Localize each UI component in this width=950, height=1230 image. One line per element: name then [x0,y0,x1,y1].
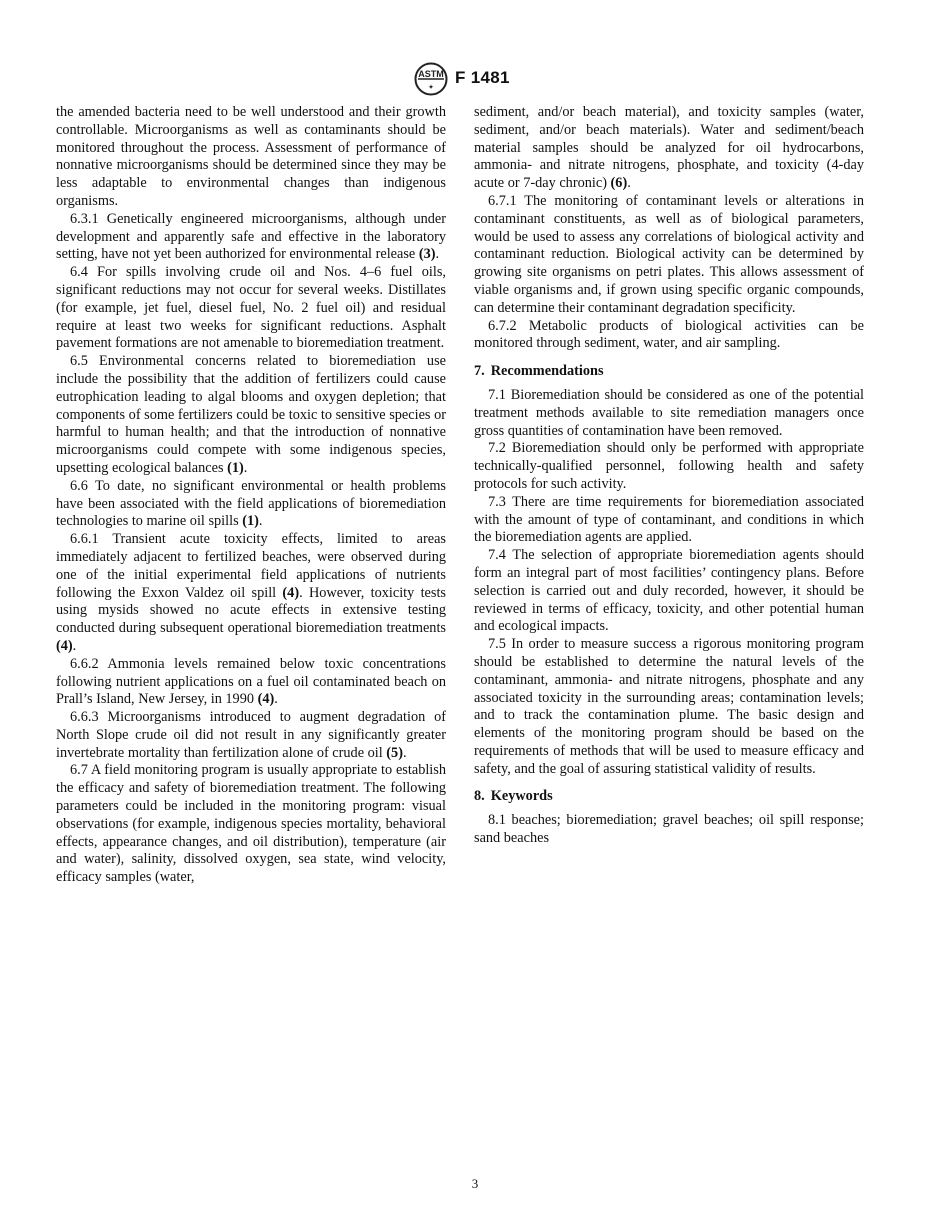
section-heading-h-8 [474,788,864,806]
right-column [474,104,864,848]
left-column [56,104,446,887]
paragraph-text: 7.4 The selection of appropriate bioremediation agents should form an integral part of most facilities’ contingency plans. Before selection is carried out and duly recorded, however, it should be reviewed in terms of efficacy, toxicity, and other potential human and ecological impacts. [474,547,864,635]
section-title: Recommendations [490,363,604,380]
section-heading-h-7 [474,363,864,381]
paragraph-p-6-7-2 [474,318,864,354]
standard-designation: F 1481 [455,68,510,87]
page-number: 3 [471,1176,479,1191]
paragraph-p-7-3 [474,494,864,547]
paragraph-p-6-7-1 [474,193,864,318]
paragraph-p-6-6-1 [56,531,446,656]
paragraph-p-6-3-1 [56,211,446,264]
paragraph-text: 7.3 There are time requirements for bioremediation associated with the amount of type of contaminant, and conditions in which the bioremediation agents are applied. [474,493,864,546]
paragraph-text: sediment, and/or beach material), and toxicity samples (water, sediment, and/or beach materials). Water and sediment/beach material samples should be analyzed for oil hydrocarbons, ammonia- and nitrate nitrogens, phosphate, and toxicity (4-day acute or 7-day chronic) [474,104,864,192]
paragraph-text: . [274,691,278,708]
paragraph-p-7-1 [474,387,864,440]
reference-citation: (5) [386,744,403,761]
reference-citation: (3) [418,246,436,263]
paragraph-p-6-4 [56,264,446,353]
paragraph-text: . However, toxicity tests using mysids showed no acute effects in extensive testing conducted during subsequent operational bioremediation treatments [56,584,446,637]
svg-text:✦: ✦ [428,85,434,91]
paragraph-text: 6.3.1 Genetically engineered microorganisms, although under development and apparently safe and effective in the laboratory setting, have not yet been authorized for environmental release [56,210,446,263]
paragraph-text: . [243,459,248,476]
paragraph-text: the amended bacteria need to be well understood and their growth controllable. Microorganisms as well as contaminants should be monitored throughout the process. Assessment of performance of nonnative microorganisms should be determined since they may be less adaptable to environmental changes than indigenous organisms. [56,104,446,209]
reference-citation: (6) [610,175,628,192]
paragraph-text: 6.6.2 Ammonia levels remained below toxic concentrations following nutrient applications on a fuel oil contaminated beach on Prall’s Island, New Jersey, in 1990 [56,655,446,708]
paragraph-text: 6.4 For spills involving crude oil and Nos. 4–6 fuel oils, significant reductions may not occur for several weeks. Distillates (for example, jet fuel, diesel fuel, No. 2 fuel oil) and residual require at least two weeks for significant reductions. Asphalt pavement formations are not amenable to bioremediation treatment. [56,264,446,352]
paragraph-text: 7.1 Bioremediation should be considered as one of the potential treatment methods available to site remediation managers once gross quantities of contamination have been removed. [474,386,864,439]
paragraph-text: . [627,175,631,192]
paragraph-text: 7.2 Bioremediation should only be performed with appropriate technically-qualified personnel, following health and safety protocols for such activity. [474,440,864,492]
paragraph-text: 6.6.3 Microorganisms introduced to augment degradation of North Slope crude oil did not result in any significantly greater invertebrate mortality than fertilization alone of crude oil [56,709,446,761]
paragraph-text: 7.5 In order to measure success a rigorous monitoring program should be established to determine the natural levels of the contaminant, ammonia- and nitrate nitrogens, phosphate and any associated toxicity in the surrounding areas; contamination levels; and to track the contamination plume. The basic design and elements of the monitoring program should be based on the requirements of methods that will be used to measure efficacy and safety, and the goal of assuring statistical validity of results. [474,636,864,777]
paragraph-p-6-7-cont [474,104,864,193]
paragraph-p-6-6-3 [56,709,446,762]
svg-text:ASTM: ASTM [418,69,444,79]
paragraph-text: 6.7 A field monitoring program is usually appropriate to establish the efficacy and safety of bioremediation treatment. The following parameters could be included in the monitoring program: visual observations (for example, indigenous species mortality, behavioral effects, appearance changes, and oil distribution), temperature (air and water), salinity, dissolved oxygen, sea state, wind velocity, efficacy samples (water, [56,762,446,886]
section-number: 8. [474,788,485,805]
paragraph-text: 6.5 Environmental concerns related to bioremediation use include the possibility that the addition of fertilizers could cause eutrophication leading to algal blooms and oxygen depletion; that components of some fertilizers could be toxic to sensitive species or harmful to human health; and that the introduction of nonnative microorganisms could compete with some indigenous species, upsetting ecological balances [56,353,446,476]
reference-citation: (4) [282,584,300,601]
section-number: 7. [474,363,485,380]
reference-citation: (1) [242,513,259,530]
paragraph-text: 6.6 To date, no significant environmental or health problems have been associated with the field applications of bioremediation technologies to marine oil spills [56,477,446,530]
reference-citation: (4) [56,637,73,654]
section-title: Keywords [490,788,553,805]
paragraph-p-8-1 [474,812,864,848]
paragraph-p-6-6 [56,478,446,531]
reference-citation: (4) [257,691,275,708]
paragraph-text: . [258,513,263,530]
paragraph-p-6-6-2 [56,656,446,709]
paragraph-p-6-5 [56,353,446,478]
page-header [0,62,950,96]
paragraph-p-cont [56,104,446,211]
paragraph-text: 6.6.1 Transient acute toxicity effects, limited to areas immediately adjacent to fertilized beaches, were observed during one of the initial experimental field applications of nutrients following the Exxon Valdez oil spill [56,531,446,601]
paragraph-text: . [435,246,440,263]
paragraph-text: 6.7.1 The monitoring of contaminant levels or alterations in contaminant constituents, as well as of biological parameters, would be used to assess any correlations of biological activity and contaminant reduction. Biological activity can be determined by growing site organisms on petri plates. This allows assessment of viable organisms and, if grown using specific organic compounds, can determine their contaminant degradation specificity. [474,192,864,316]
paragraph-text: 8.1 beaches; bioremediation; gravel beaches; oil spill response; sand beaches [474,812,864,847]
paragraph-p-7-2 [474,440,864,493]
paragraph-text: . [72,637,77,654]
reference-citation: (1) [227,459,244,476]
paragraph-p-6-7 [56,762,446,887]
astm-logo-icon [414,62,448,96]
paragraph-p-7-4 [474,547,864,636]
paragraph-text: 6.7.2 Metabolic products of biological activities can be monitored through sediment, water, and air sampling. [474,317,864,352]
paragraph-text: . [402,744,407,761]
paragraph-p-7-5 [474,636,864,778]
